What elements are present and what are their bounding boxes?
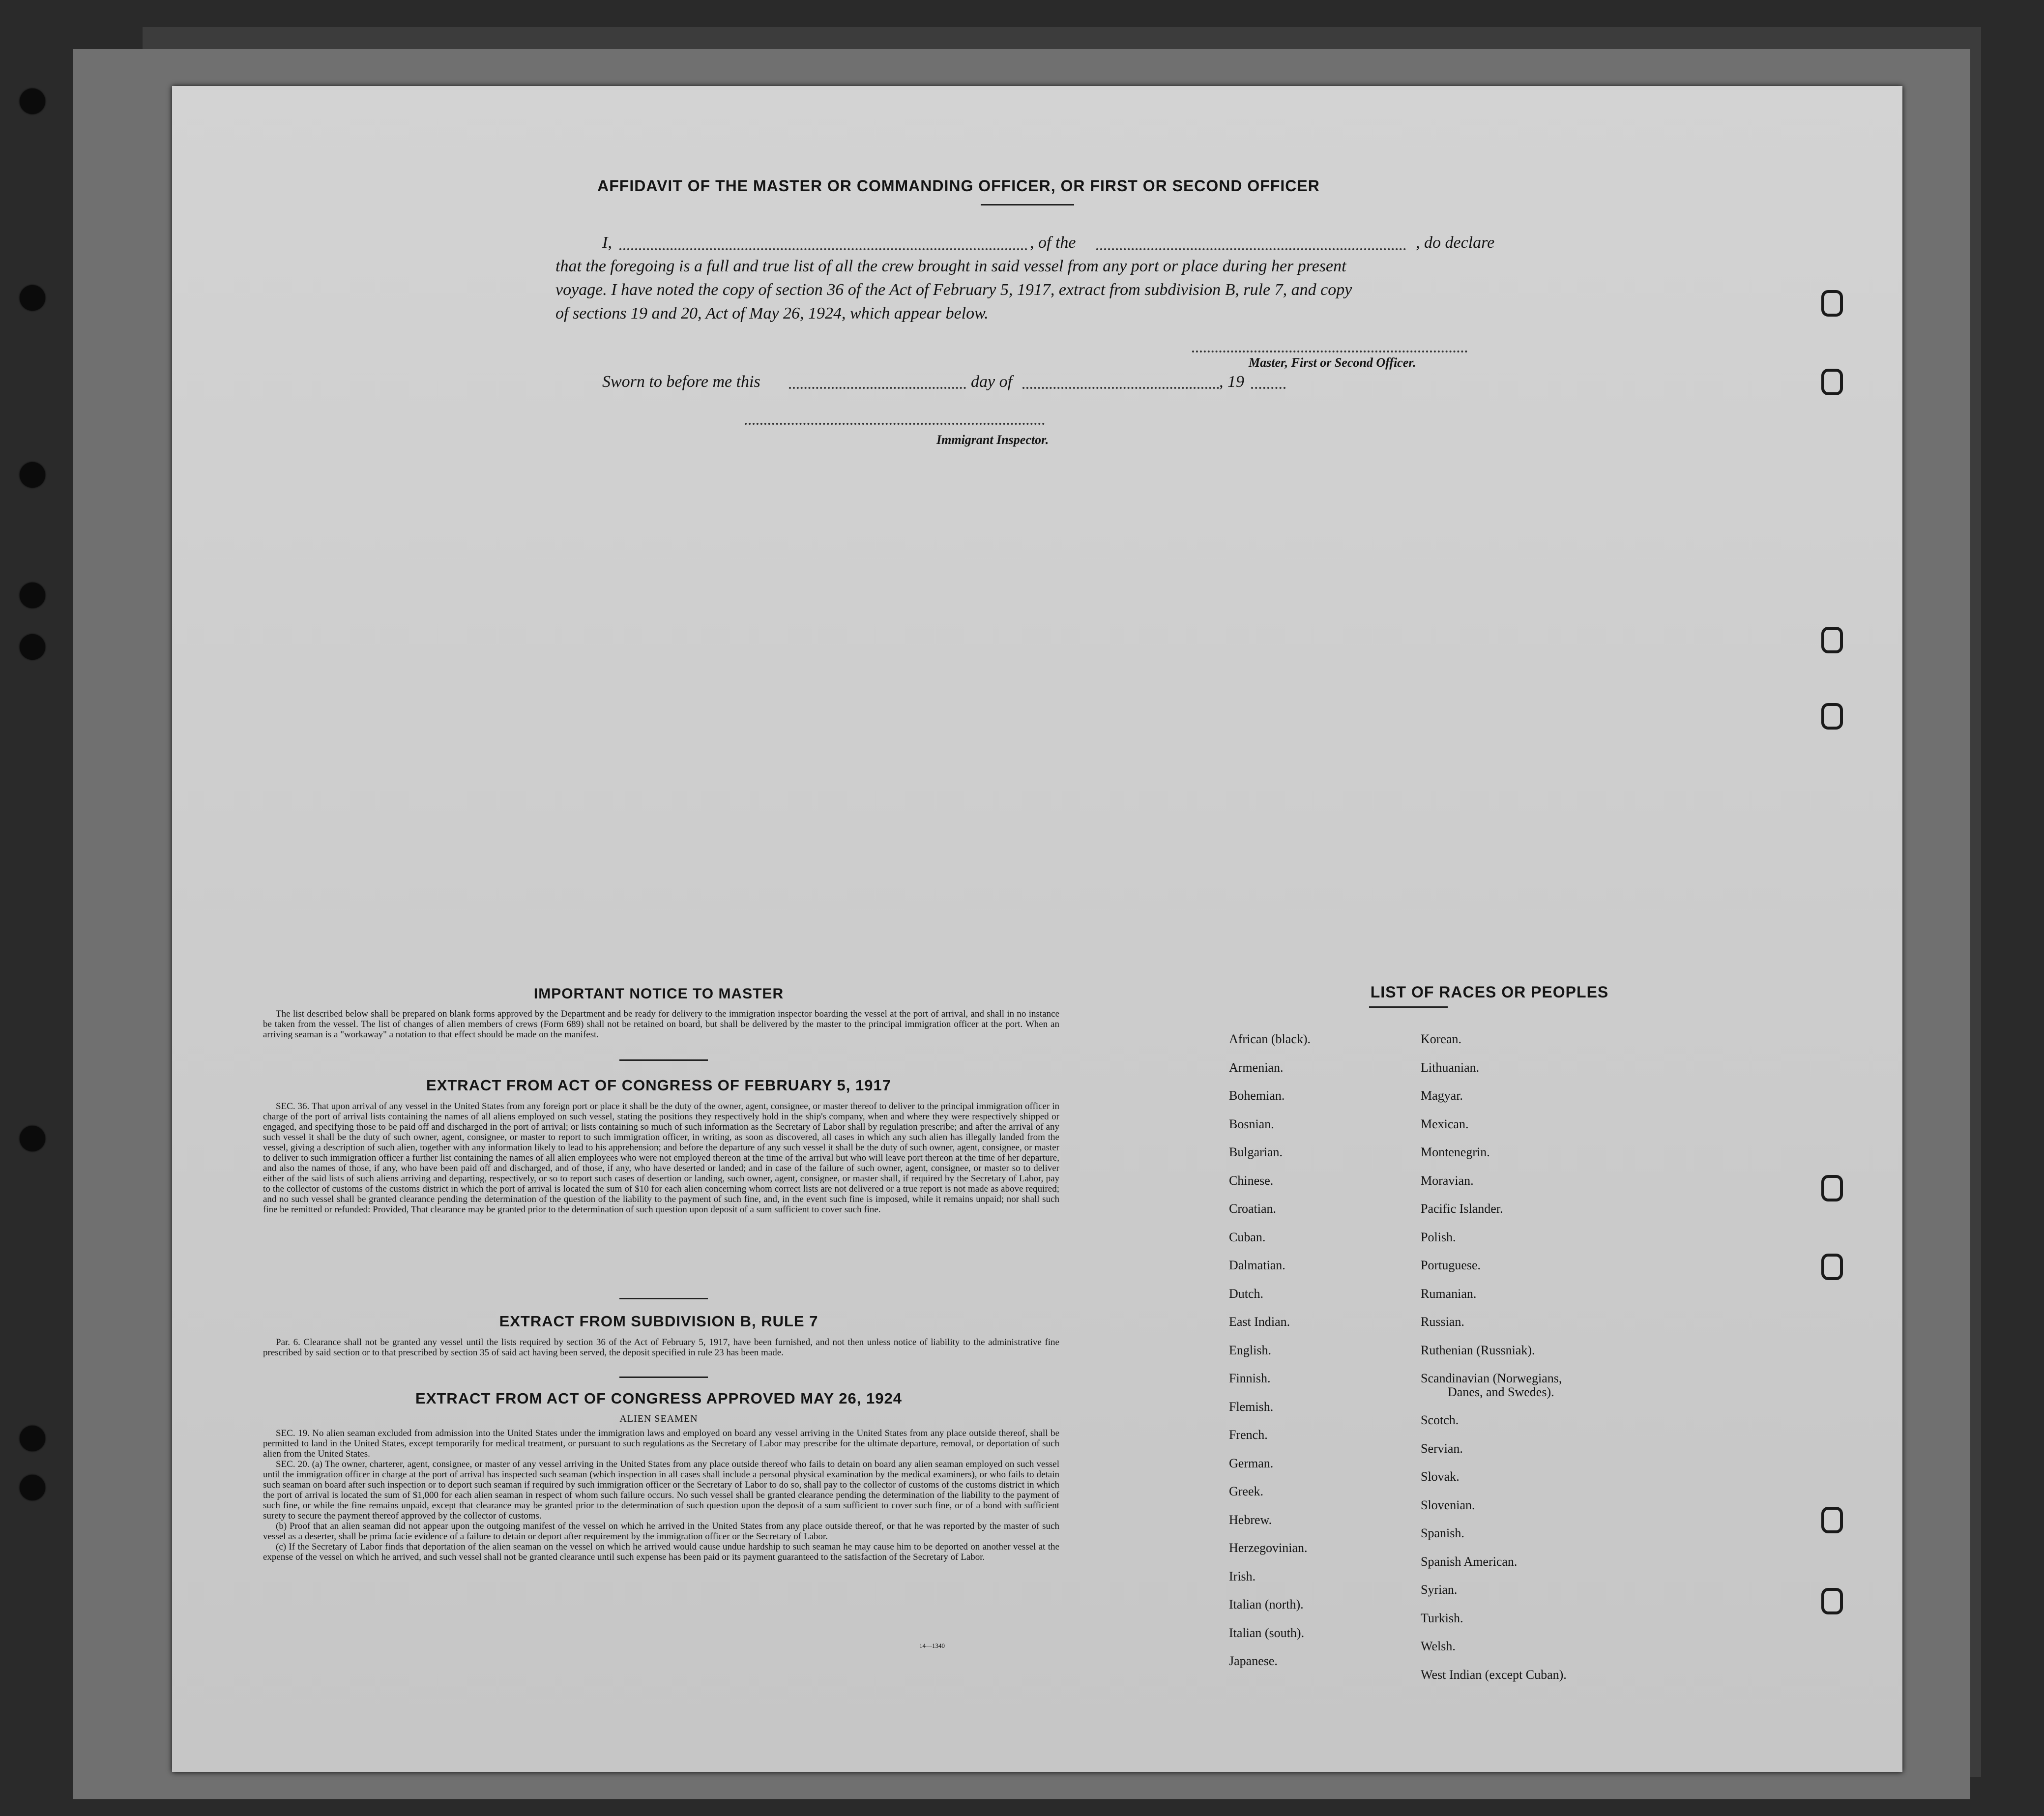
notice-title: IMPORTANT NOTICE TO MASTER	[533, 986, 784, 1002]
section-20a-paragraph: SEC. 20. (a) The owner, charterer, agent, consignee, or master of any vessel arriving in the United States from any place outside thereof who fails to detain on board any alien seaman employed on such vessel until the immigration officer in charge at the port of arrival has inspected such seaman (which inspection in all cases shall include a personal physical examination by the medical examiners), or who fails to detain such seaman on board after such inspection or to deport such seaman if required by such immigration officer or the Secretary of Labor to do so, shall pay to the collector of customs of the customs district in which the port of arrival is located the sum of $1,000 for each alien seaman in respect of whom such failure occurs. No such vessel shall be granted clearance pending the determination of the liability to the payment of such fine, or while the fine remains unpaid, except that clearance may be granted prior to the determination of such question upon the deposit of a sum sufficient to cover such fine, or of a bond with sufficient surety to secure the payment thereof approved by the collector of customs.	[263, 1459, 1059, 1521]
binding-hole	[20, 1426, 45, 1451]
notice-text	[263, 1009, 1059, 1040]
section-rule	[619, 1059, 708, 1061]
race-item: Hebrew.	[1229, 1512, 1272, 1527]
race-item: Korean.	[1421, 1032, 1462, 1046]
race-item: Italian (north).	[1229, 1597, 1304, 1611]
affidavit-line-2: that the foregoing is a full and true list of all the crew brought in said vessel from any port or place during her present	[555, 257, 1346, 275]
race-item: East Indian.	[1229, 1315, 1290, 1329]
races-title: LIST OF RACES OR PEOPLES	[1370, 983, 1609, 1001]
race-item: African (black).	[1229, 1032, 1311, 1046]
section-rule	[619, 1377, 708, 1378]
section-20c-paragraph: (c) If the Secretary of Labor finds that deportation of the alien seaman on the vessel on which he arrived would cause undue hardship to such seaman he may cause him to be deported on another vessel at the expense of the vessel on which he arrived, and such vessel shall not be granted clearance until such expense has been paid or its payment guaranteed to the satisfaction of the Secretary of Labor.	[263, 1542, 1059, 1562]
sworn-month-blank[interactable]	[1022, 387, 1219, 389]
master-signature-blank[interactable]	[1192, 351, 1467, 352]
race-item: Spanish.	[1421, 1526, 1464, 1540]
race-item: Danes, and Swedes).	[1448, 1384, 1554, 1399]
race-item: Bulgarian.	[1229, 1145, 1283, 1159]
sworn-year: , 19	[1219, 373, 1244, 391]
extract-1924-title: EXTRACT FROM ACT OF CONGRESS APPROVED MAY 26, 1924	[415, 1390, 902, 1407]
race-item: Dalmatian.	[1229, 1258, 1285, 1272]
race-item: Polish.	[1421, 1230, 1456, 1244]
master-signature-label: Master, First or Second Officer.	[1249, 355, 1416, 370]
binding-hole	[20, 583, 45, 608]
extract-1924-text	[263, 1428, 1059, 1562]
affidavit-line-4: of sections 19 and 20, Act of May 26, 1924, which appear below.	[555, 304, 989, 322]
race-item: Servian.	[1421, 1441, 1463, 1456]
vessel-blank[interactable]	[1096, 248, 1406, 250]
binding-hole	[20, 285, 45, 311]
binding-hole	[20, 462, 45, 488]
race-item: Pacific Islander.	[1421, 1201, 1503, 1216]
race-item: Lithuanian.	[1421, 1060, 1480, 1075]
binder-ring	[1821, 627, 1843, 653]
race-item: Italian (south).	[1229, 1625, 1305, 1640]
races-right-column	[1421, 1025, 1567, 1689]
binding-hole	[20, 1475, 45, 1500]
form-number: 14—1340	[919, 1642, 945, 1649]
binder-ring	[1821, 369, 1843, 395]
affidavit-declare: , do declare	[1416, 234, 1495, 252]
race-item: Magyar.	[1421, 1088, 1463, 1103]
race-item: Flemish.	[1229, 1399, 1274, 1414]
race-item: Ruthenian (Russniak).	[1421, 1343, 1535, 1357]
affidavit-title: AFFIDAVIT OF THE MASTER OR COMMANDING OFFICER, OR FIRST OR SECOND OFFICER	[597, 177, 1320, 195]
race-item: Finnish.	[1229, 1371, 1271, 1385]
binder-ring	[1821, 290, 1843, 317]
affidavit-i: I,	[602, 234, 612, 252]
race-item: Moravian.	[1421, 1173, 1474, 1188]
race-item: Irish.	[1229, 1569, 1256, 1583]
binding-hole	[20, 1126, 45, 1151]
race-item: Portuguese.	[1421, 1258, 1481, 1272]
race-item: German.	[1229, 1456, 1274, 1470]
race-item: Bosnian.	[1229, 1116, 1274, 1131]
notice-paragraph: The list described below shall be prepared on blank forms approved by the Department and be ready for delivery to the immigration inspector boarding the vessel at the port of arrival, and shall in no instance be taken from the vessel. The list of changes of alien members of crews (Form 689) shall not be retained on board, but shall be delivered by the master to the principal immigration officer at the port. When an arriving seaman is a "workaway" a notation to that effect should be made on the manifest.	[263, 1009, 1059, 1040]
inspector-signature-blank[interactable]	[745, 423, 1045, 425]
subdivision-text	[263, 1337, 1059, 1358]
inspector-label: Immigrant Inspector.	[936, 433, 1049, 447]
race-item: Japanese.	[1229, 1654, 1278, 1668]
race-item: Bohemian.	[1229, 1088, 1285, 1103]
sworn-day-of: day of	[971, 373, 1013, 391]
race-item: French.	[1229, 1428, 1268, 1442]
alien-seamen-subtitle: ALIEN SEAMEN	[619, 1413, 698, 1424]
race-item: Russian.	[1421, 1315, 1464, 1329]
title-rule	[981, 204, 1074, 205]
race-item: Dutch.	[1229, 1286, 1264, 1301]
binder-ring	[1821, 1254, 1843, 1280]
name-blank[interactable]	[619, 248, 1027, 250]
race-item: Scotch.	[1421, 1413, 1459, 1427]
race-item: Scandinavian (Norwegians,	[1421, 1371, 1562, 1385]
race-item: Spanish American.	[1421, 1554, 1518, 1569]
section-19-paragraph: SEC. 19. No alien seaman excluded from admission into the United States under the immigration laws and employed on board any vessel arriving in the United States from any place outside thereof, shall be permitted to land in the United States, except temporarily for medical treatment, or pursuant to such regulations as the Secretary of Labor may prescribe for the ultimate departure, removal, or deportation of such alien from the United States.	[263, 1428, 1059, 1459]
sworn-day-blank[interactable]	[789, 387, 966, 389]
sworn-year-blank[interactable]	[1251, 387, 1285, 389]
race-item: Armenian.	[1229, 1060, 1284, 1075]
race-item: Montenegrin.	[1421, 1145, 1490, 1159]
affidavit-of-the: , of the	[1030, 234, 1076, 252]
binding-holes	[20, 49, 54, 1770]
extract-1917-title: EXTRACT FROM ACT OF CONGRESS OF FEBRUARY 5, 1917	[426, 1077, 891, 1094]
race-item: Herzegovinian.	[1229, 1541, 1308, 1555]
race-item: West Indian (except Cuban).	[1421, 1667, 1567, 1682]
section-20b-paragraph: (b) Proof that an alien seaman did not appear upon the outgoing manifest of the vessel on which he arrived in the United States from any place outside thereof, or that he was reported by the master of such vessel as a deserter, shall be prima facie evidence of a failure to detain or deport after requirement by the immigration officer or the Secretary of Labor.	[263, 1521, 1059, 1542]
binder-ring	[1821, 1507, 1843, 1533]
race-item: Greek.	[1229, 1484, 1264, 1498]
manifest-page	[172, 86, 1902, 1772]
section-rule	[619, 1298, 708, 1299]
rule-7-paragraph: Par. 6. Clearance shall not be granted any vessel until the lists required by section 36 of the Act of February 5, 1917, have been furnished, and not then unless notice of liability to the administrative fine prescribed by said section or to that prescribed by section 35 of said act having been served, the deposit specified in rule 23 has been made.	[263, 1337, 1059, 1358]
race-item: Welsh.	[1421, 1639, 1456, 1653]
sworn-text: Sworn to before me this	[602, 373, 760, 391]
binder-ring	[1821, 1588, 1843, 1614]
affidavit-line-3: voyage. I have noted the copy of section 36 of the Act of February 5, 1917, extract from subdivision B, rule 7, and copy	[555, 281, 1352, 299]
race-item: Slovak.	[1421, 1469, 1460, 1484]
race-item: Croatian.	[1229, 1201, 1277, 1216]
section-36-paragraph: SEC. 36. That upon arrival of any vessel in the United States from any foreign port or place it shall be the duty of the owner, agent, consignee, or master thereof to deliver to the principal immigration officer in charge of the port of arrival lists containing the names of all aliens employed on such vessel, stating the positions they respectively hold in the ship's company, when and where they were respectively shipped or engaged, and specifying those to be paid off and discharged in the port of arrival; or lists containing so much of such information as the Secretary of Labor shall by regulation prescribe; and after the arrival of any such vessel it shall be the duty of such owner, agent, consignee, or master to report to such immigration officer, in writing, as soon as discovered, all cases in which any such alien has illegally landed from the vessel, giving a description of such alien, together with any information likely to lead to his apprehension; and before the departure of any such vessel it shall be the duty of such owner, agent, consignee, or master to deliver to such immigration officer a further list containing the names of all alien employees who were not employed thereon at the time of the arrival but who will leave port thereon at the time of her departure, and also the names of those, if any, who have been paid off and discharged, and of those, if any, who have deserted or landed; and in case of the failure of such owner, agent, consignee, or master so to deliver either of the said lists of such aliens arriving and departing, respectively, or so to report such cases of desertion or landing, such owner, agent, consignee, or master shall, if required by the Secretary of Labor, pay to the collector of customs of the customs district in which the port of arrival is located the sum of $10 for each alien concerning whom correct lists are not delivered or a true report is not made as above required; and no such vessel shall be granted clearance pending the determination of the question of the liability to the payment of such fine, and, in the event such fine is imposed, while it remains unpaid; nor shall such fine be remitted or refunded: Provided, That clearance may be granted prior to the determination of such question upon deposit of a sum sufficient to cover such fine.	[263, 1101, 1059, 1215]
race-item: Mexican.	[1421, 1116, 1469, 1131]
binding-hole	[20, 634, 45, 660]
subdivision-title: EXTRACT FROM SUBDIVISION B, RULE 7	[499, 1313, 818, 1330]
race-item: Cuban.	[1229, 1230, 1266, 1244]
race-item: Chinese.	[1229, 1173, 1274, 1188]
race-item: Rumanian.	[1421, 1286, 1477, 1301]
extract-1917-text	[263, 1101, 1059, 1215]
binding-hole	[20, 88, 45, 114]
binder-ring	[1821, 703, 1843, 730]
race-item: English.	[1229, 1343, 1271, 1357]
binder-ring	[1821, 1175, 1843, 1201]
race-item: Syrian.	[1421, 1582, 1458, 1597]
race-item: Turkish.	[1421, 1611, 1463, 1625]
race-item: Slovenian.	[1421, 1497, 1475, 1512]
races-left-column	[1229, 1025, 1311, 1675]
races-title-rule	[1369, 1006, 1448, 1008]
